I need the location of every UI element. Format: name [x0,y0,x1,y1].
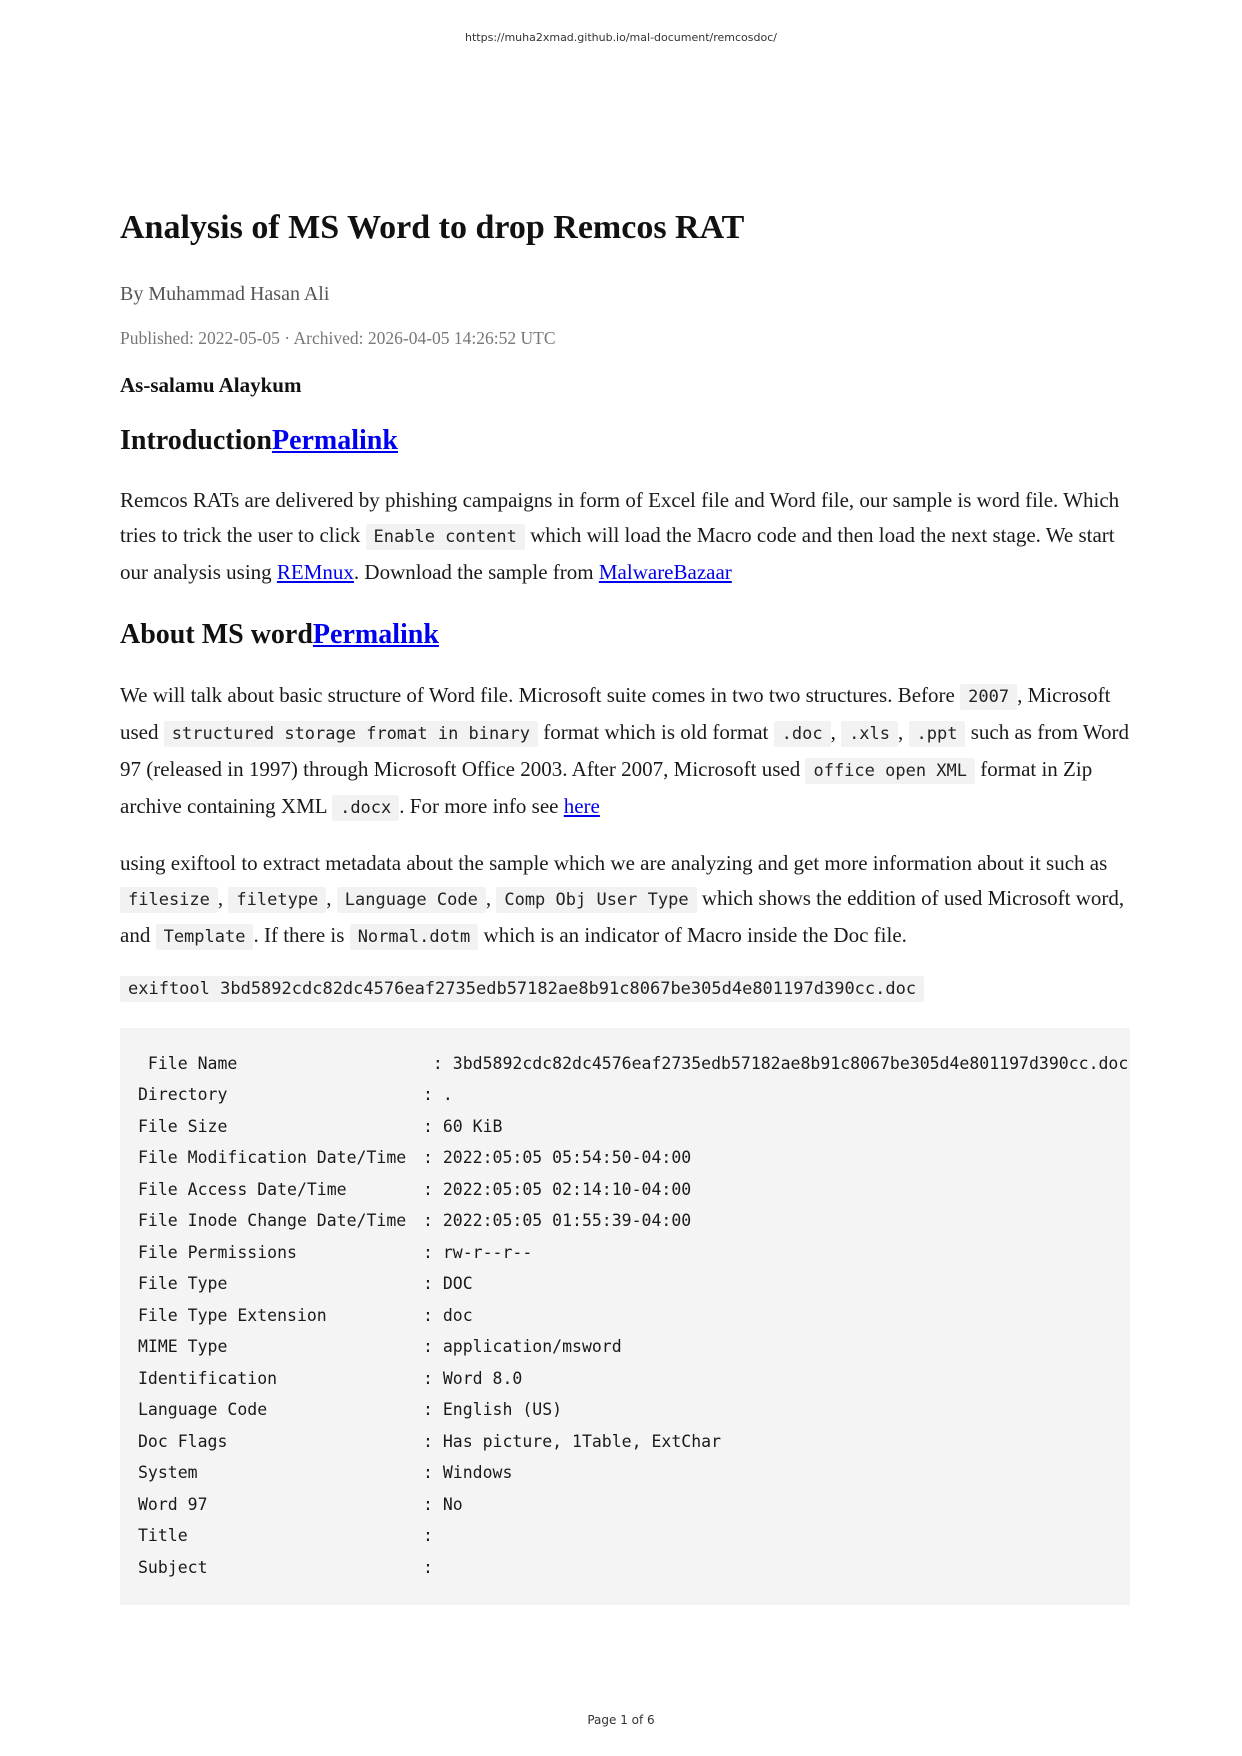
text-run: which shows the eddition of used Microsoft word, and [120,885,1125,947]
exif-output-row [138,1331,1112,1363]
page-number-footer: Page 1 of 6 [587,1713,655,1727]
exif-value: : Windows [423,1463,513,1483]
text-run: format which is old format [537,719,774,744]
article-content [120,208,1130,1605]
exif-value: : . [423,1085,453,1105]
exiftool-output-block [120,1028,1130,1606]
exif-output-row [138,1363,1112,1395]
exif-value: : 2022:05:05 02:14:10-04:00 [423,1179,692,1199]
exif-key: Subject [138,1557,208,1577]
page-url-header: https://muha2xmad.github.io/mal-document/remcosdoc/ [465,31,777,44]
exif-output-row [138,1426,1112,1458]
text-run: Remcos RATs are delivered by phishing campaigns in form of Excel file and Word file, our sample is word file. Which tries to trick the user to click [120,488,1120,548]
section-heading-about-ms-word [120,618,1130,652]
exif-value: : [423,1557,433,1577]
article-greeting: As-salamu Alaykum [120,372,302,397]
exif-key: File Size [138,1116,228,1136]
exif-value: : No [423,1494,463,1514]
exif-output-row [138,1174,1112,1206]
exif-key: Doc Flags [138,1431,228,1451]
exif-key: Language Code [138,1400,268,1420]
exif-output-row [138,1205,1112,1237]
exif-output-row [138,1300,1112,1332]
link-malwarebazaar[interactable]: MalwareBazaar [598,560,732,585]
exif-key: Word 97 [138,1494,208,1514]
exif-key: File Access Date/Time [138,1179,347,1199]
exif-output-row [138,1520,1112,1552]
exif-value: : Word 8.0 [423,1368,523,1388]
link-remnux[interactable]: REMnux [276,560,354,585]
exif-value: : Has picture, 1Table, ExtChar [423,1431,722,1451]
inline-code-language-code: Language Code [337,887,486,913]
exif-output-row [138,1079,1112,1111]
exif-output-row [138,1048,1129,1080]
exif-value: : 2022:05:05 01:55:39-04:00 [423,1211,692,1231]
exif-output-row [138,1394,1112,1426]
section-heading-text: About MS word [120,619,313,651]
exif-value: : 60 KiB [423,1116,503,1136]
link-here[interactable]: here [563,793,600,818]
exif-value: : application/msword [423,1337,622,1357]
inline-code-normal-dotm: Normal.dotm [350,924,479,950]
inline-code-docx: .docx [332,795,399,821]
exif-output-row [138,1489,1112,1521]
inline-code-doc: .doc [774,721,831,747]
exif-output-row [138,1552,1112,1584]
exif-key: File Inode Change Date/Time [138,1211,407,1231]
exif-key: File Permissions [138,1242,297,1262]
exif-value: : 2022:05:05 05:54:50-04:00 [423,1148,692,1168]
inline-code-ppt: .ppt [909,721,966,747]
exif-key: MIME Type [138,1337,228,1357]
exif-value: : rw-r--r-- [423,1242,533,1262]
exif-output-row [138,1237,1112,1269]
exif-output-row [138,1111,1112,1143]
text-run: , Microsoft used [120,682,1111,744]
text-run: which is an indicator of Macro inside the Doc file. [478,922,907,947]
exif-key: System [138,1463,198,1483]
exif-output-row [138,1142,1112,1174]
article-byline: By Muhammad Hasan Ali [120,282,330,305]
exif-key: Identification [138,1368,278,1388]
section-heading-introduction [120,424,1130,458]
text-run: which will load the Macro code and then load the next stage. We start our analysis using [120,523,1115,585]
inline-code-exiftool-command: exiftool 3bd5892cdc82dc4576eaf2735edb57182ae8b91c8067be305d4e801197d390cc.doc [120,976,924,1002]
text-run: , [485,885,497,910]
text-run: . If there is [253,922,350,947]
text-run: . Download the sample from [353,560,599,585]
exif-output-row [138,1268,1112,1300]
exif-key: Title [138,1526,188,1546]
text-run: , [830,719,842,744]
inline-code-enable-content: Enable content [366,524,525,550]
exif-value: : [423,1526,433,1546]
inline-code-xls: .xls [841,721,898,747]
exif-key: File Name [138,1053,238,1073]
permalink-introduction[interactable]: Permalink [271,424,398,456]
inline-code-office-open-xml: office open XML [805,758,975,784]
permalink-about-ms-word[interactable]: Permalink [312,619,439,651]
exiftool-command-line [120,975,1130,1004]
exif-key: Directory [138,1085,228,1105]
text-run: . For more info see [399,793,564,818]
inline-code-filesize: filesize [120,887,218,913]
text-run: We will talk about basic structure of Word file. Microsoft suite comes in two two structures. Before [120,682,961,707]
inline-code-template: Template [156,924,254,950]
section-heading-text: Introduction [120,424,272,456]
intro-paragraph [120,483,1130,590]
exif-key: File Type [138,1274,228,1294]
text-run: , [217,885,229,910]
exif-value: : DOC [423,1274,473,1294]
text-run: using exiftool to extract metadata about the sample which we are analyzing and get more information about it such as [120,850,1108,875]
exif-value: : doc [423,1305,473,1325]
article-published-date: Published: 2022-05-05 · Archived: 2026-04-05 14:26:52 UTC [120,327,556,348]
exif-value: : English (US) [423,1400,563,1420]
text-run: such as from Word 97 (released in 1997) through Microsoft Office 2003. After 2007, Microsoft used [120,719,1130,781]
exif-key: File Modification Date/Time [138,1148,407,1168]
exif-output-row [138,1457,1112,1489]
inline-code-filetype: filetype [228,887,326,913]
text-run: , [326,885,337,910]
article-title: Analysis of MS Word to drop Remcos RAT [120,209,745,246]
inline-code-comp-obj-user-type: Comp Obj User Type [496,887,696,913]
about-paragraph-structure [120,678,1130,826]
about-paragraph-exiftool [120,846,1130,955]
exif-key: File Type Extension [138,1305,327,1325]
inline-code-2007: 2007 [960,684,1017,710]
exif-value: : 3bd5892cdc82dc4576eaf2735edb57182ae8b91c8067be305d4e801197d390cc.doc [423,1053,1129,1073]
inline-code-structured-storage: structured storage fromat in binary [164,721,538,747]
text-run: format in Zip archive containing XML [120,756,1093,818]
text-run: , [898,719,909,744]
